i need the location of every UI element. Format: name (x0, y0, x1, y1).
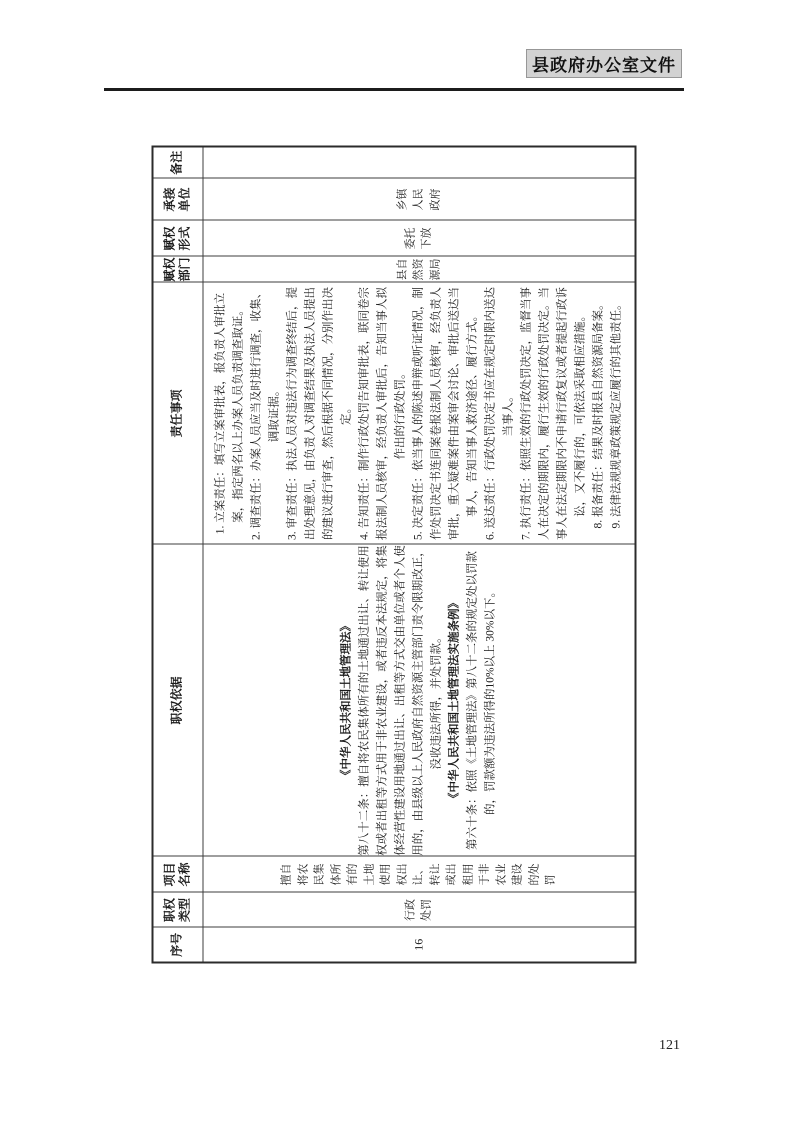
cell-project-name: 擅自将农民集体所有的土地使用权出让、转让或出租用于非农业建设的处罚 (203, 857, 636, 893)
table-header-power-type: 职权 类型 (153, 893, 203, 928)
cell-power-type: 行政处罚 (203, 893, 636, 928)
table-data-row (203, 147, 636, 963)
rotated-table-container (152, 148, 635, 964)
law-title: 《中华人民共和国土地管理法》 (340, 620, 353, 781)
duty-item: 1. 立案责任：填写立案审批表，报负责人审批立案，指定两名以上办案人员负责调查取证。 (214, 292, 245, 535)
document-header-label: 县政府办公室文件 (532, 56, 676, 75)
table-header-project-name: 项目 名称 (153, 857, 203, 893)
cell-undertaking-unit: 乡镇人民政府 (203, 179, 636, 221)
duty-item: 3. 审查责任：执法人员对违法行为调查终结后，提出处理意见，由负责人对调查结果及执法人员提出的建议进行审查，然后根据不同情况，分别作出决定。 (286, 287, 353, 540)
duty-item: 6. 送达责任：行政处罚决定书应在规定时限内送达当事人。 (484, 287, 515, 540)
law-title: 《中华人民共和国土地管理法实施条例》 (448, 597, 461, 804)
table-header-legal-basis: 职权依据 (153, 545, 203, 857)
duty-item: 5. 决定责任：依当事人的陈述申辩或听证情况，制作处罚决定书连同案卷报法制人员核审，经负责人审批，重大疑难案件由案审会讨论、审批后送达当事人，告知当事人救济途径、履行方式。 (412, 287, 479, 540)
duty-item: 7. 执行责任：依照生效的行政处罚决定，监督当事人在决定的期限内，履行生效的行政处罚决定。当事人在法定期限内不申请行政复议或者提起行政诉讼，又不履行的，可依法采取相应措施。 (520, 287, 587, 540)
duty-item: 2. 调查责任：办案人员应当及时进行调查，收集、调取证据。 (250, 287, 281, 540)
page-number: 121 (659, 1038, 680, 1053)
duty-item: 9. 法律法规规章政策规定应履行的其他责任。 (610, 298, 623, 529)
table-header-authorizing-dept: 赋权 部门 (153, 257, 203, 283)
header-rule (104, 88, 684, 91)
law-clause: 第六十条：依照《土地管理法》第八十二条的规定处以罚款的，罚款额为违法所得的10%以上 30%以下。 (466, 551, 497, 850)
table-header-duties: 责任事项 (153, 283, 203, 545)
document-header-badge (526, 49, 682, 78)
cell-legal-basis (203, 545, 636, 857)
table-header-authorization-form: 赋权 形式 (153, 221, 203, 257)
cell-serial-number: 16 (203, 928, 636, 963)
table-header-row (153, 147, 203, 963)
authority-matrix-table (152, 146, 637, 964)
cell-remarks (203, 147, 636, 179)
cell-authorizing-department: 县自然资源局 (203, 257, 636, 283)
law-clause: 第八十二条：擅自将农民集体所有的土地通过出让、转让使用权或者出租等方式用于非农业建设，或者违反本法规定，将集体经营性建设用地通过出让、出租等方式交由单位或者个人使用的，由县级以上人民政府自然资源主管部门责令限期改正，没收违法所得，并处罚款。 (358, 545, 443, 856)
table-header-serial: 序号 (153, 928, 203, 963)
duty-item: 8. 报备责任：结果及时报县自然资源局备案。 (592, 298, 605, 529)
table-header-remarks: 备注 (153, 147, 203, 179)
cell-authorization-form: 委托下放 (203, 221, 636, 257)
duty-item: 4. 告知责任：制作行政处罚告知审批表，联同卷宗报法制人员核审，经负责人审批后，告知当事人拟作出的行政处罚。 (358, 287, 407, 540)
cell-duties (203, 283, 636, 545)
table-header-undertaking-unit: 承接 单位 (153, 179, 203, 221)
